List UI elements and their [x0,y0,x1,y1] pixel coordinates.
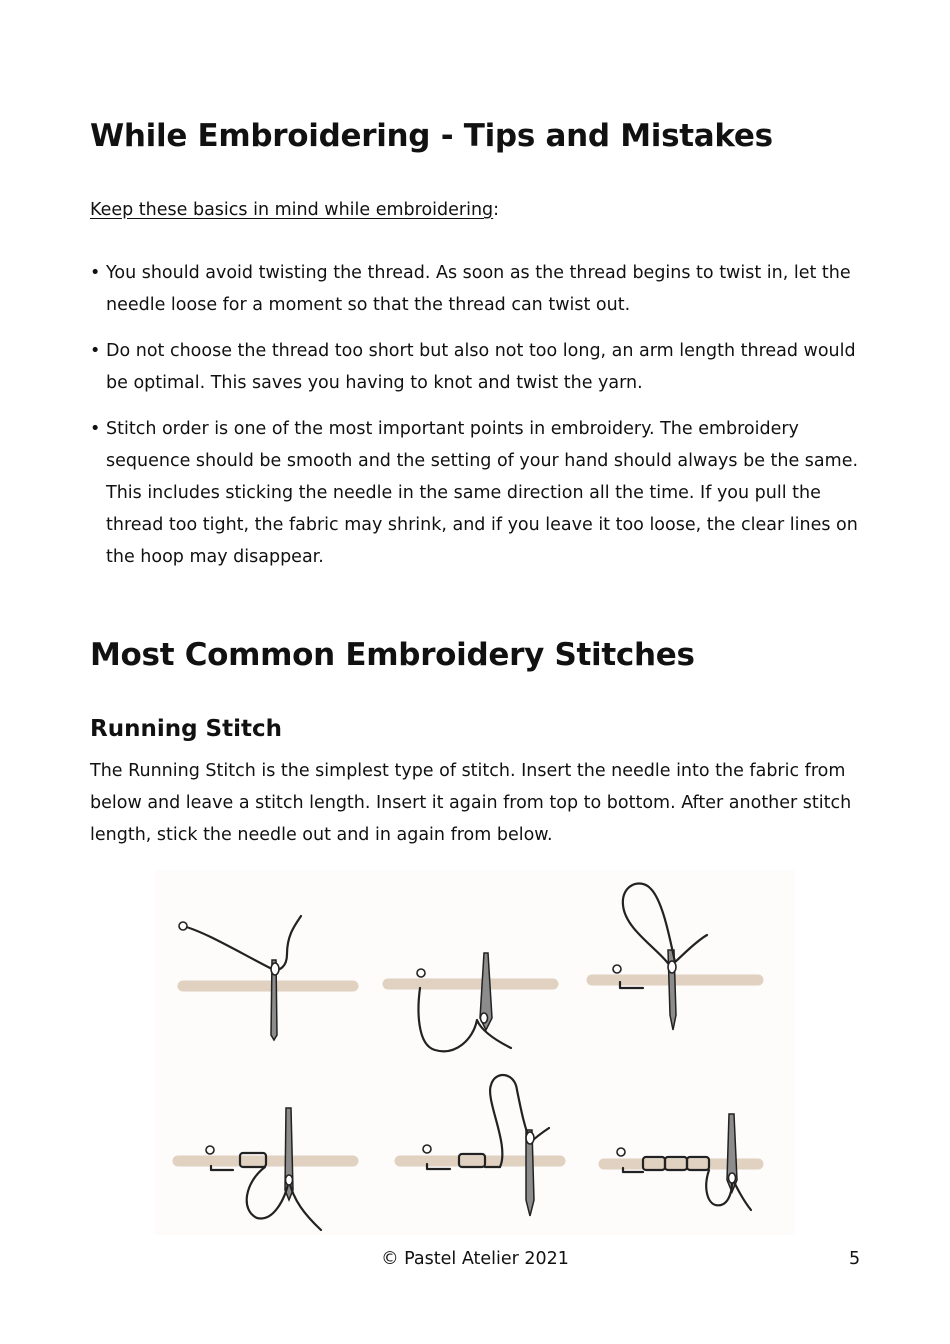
knot-icon [613,965,621,973]
needle-eye [668,961,676,973]
bullet: • [90,341,101,361]
bullet: • [90,263,101,283]
list-item [90,335,865,399]
stitch-step-4 [178,1108,353,1230]
stitch-step-1 [179,916,353,1040]
needle-eye [271,963,279,975]
running-stitch-description: The Running Stitch is the simplest type of stitch. Insert the needle into the fabric from below and leave a stitch length. Insert it again from top to bottom. After another stitch length, stick the needle out and in again from below. [90,761,852,845]
running-stitch-illustration [155,870,795,1235]
thread [490,1075,549,1167]
subsection-title-running-stitch: Running Stitch [90,716,283,742]
needle-icon [285,1108,293,1200]
tip-text: Stitch order is one of the most important points in embroidery. The embroidery sequence should be smooth and the setting of your hand should always be the same. This includes sticking the needle in the same direction all the time. If you pull the thread too tight, the fabric may shrink, and if you leave it too loose, the clear lines on the hoop may disappear. [106,419,859,567]
knot-icon [617,1148,625,1156]
section-title-tips: While Embroidering - Tips and Mistakes [90,118,773,154]
thread [419,988,511,1051]
tip-text: You should avoid twisting the thread. As soon as the thread begins to twist in, let the needle loose for a moment so that the thread can twist out. [106,263,851,315]
intro-underlined: Keep these basics in mind while embroidering [90,200,494,220]
knot-icon [206,1146,214,1154]
intro-line [90,196,499,224]
needle-eye [286,1175,293,1185]
stitch-steps-svg [155,870,795,1235]
section-title-stitches: Most Common Embroidery Stitches [90,637,695,673]
stitch-mark [211,1166,233,1170]
knot-icon [423,1145,431,1153]
page-number: 5 [849,1249,861,1269]
stitch-step-2 [388,953,553,1051]
bullet: • [90,419,101,439]
knot-icon [417,969,425,977]
needle-eye [729,1173,736,1183]
stitch-step-5 [400,1075,560,1216]
stitch-step-3 [592,883,758,1030]
thread [623,883,707,966]
list-item [90,413,865,573]
stitch-step-6 [604,1114,758,1210]
tip-text: Do not choose the thread too short but also not too long, an arm length thread would be optimal. This saves you having to knot and twist the yarn. [106,341,856,393]
list-item [90,257,865,321]
needle-eye [481,1013,488,1023]
tips-list [90,257,865,587]
footer-copyright: © Pastel Atelier 2021 [381,1249,569,1269]
thread [247,1167,321,1230]
needle-eye [526,1132,534,1144]
thread [183,916,301,970]
intro-colon: : [493,200,500,220]
knot-icon [179,922,187,930]
